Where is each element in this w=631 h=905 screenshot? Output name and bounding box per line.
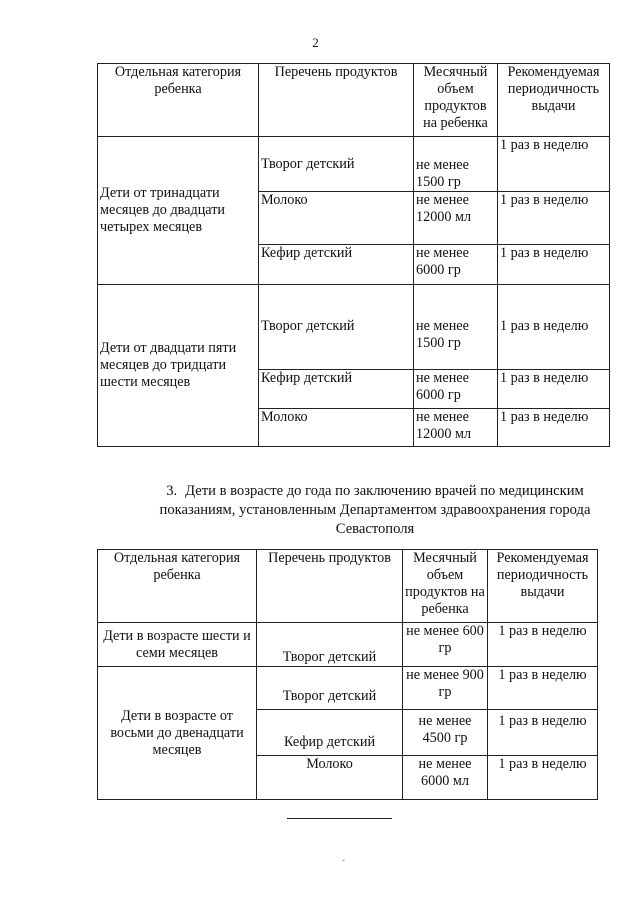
header-frequency: Рекомендуемая периодичность выдачи: [498, 64, 610, 137]
frequency-cell: 1 раз в неделю: [488, 710, 598, 756]
page-number: 2: [312, 35, 319, 50]
table-row: [98, 667, 598, 710]
category-cell: Дети от двадцати пяти месяцев до тридцати шести месяцев: [98, 285, 259, 447]
table-1: [97, 63, 610, 447]
header-amount: Месячный объем продуктов на ребенка: [414, 64, 498, 137]
frequency-cell: 1 раз в неделю: [488, 756, 598, 800]
product-cell: Творог детский: [257, 667, 403, 710]
header-category: Отдельная категория ребенка: [98, 550, 257, 623]
table-2: [97, 549, 598, 800]
table-row: [98, 285, 610, 370]
frequency-cell: 1 раз в неделю: [498, 192, 610, 245]
frequency-cell: 1 раз в неделю: [488, 667, 598, 710]
amount-cell: не менее 4500 гр: [403, 710, 488, 756]
frequency-cell: 1 раз в неделю: [498, 137, 610, 192]
category-cell: Дети от тринадцати месяцев до двадцати четырех месяцев: [98, 137, 259, 285]
category-cell: Дети в возрасте от восьми до двенадцати месяцев: [98, 667, 257, 800]
frequency-cell: 1 раз в неделю: [498, 285, 610, 370]
header-products: Перечень продуктов: [259, 64, 414, 137]
product-cell: Кефир детский: [257, 710, 403, 756]
amount-cell: не менее 6000 гр: [414, 370, 498, 409]
amount-cell: не менее 12000 мл: [414, 192, 498, 245]
amount-cell: не менее 1500 гр: [414, 137, 498, 192]
table-header-row: [98, 550, 598, 623]
product-cell: Кефир детский: [259, 245, 414, 285]
category-cell: Дети в возрасте шести и семи месяцев: [98, 623, 257, 667]
section-title: Дети в возрасте до года по заключению врачей по медицинским показаниям, установленным Департаментом здравоохранения города Севастополя: [159, 483, 591, 537]
closing-rule: [287, 818, 392, 819]
product-cell: Молоко: [257, 756, 403, 800]
product-cell: Кефир детский: [259, 370, 414, 409]
table-header-row: [98, 64, 610, 137]
frequency-cell: 1 раз в неделю: [498, 370, 610, 409]
frequency-cell: 1 раз в неделю: [488, 623, 598, 667]
amount-cell: не менее 6000 гр: [414, 245, 498, 285]
product-cell: Творог детский: [257, 623, 403, 667]
table-row: [98, 137, 610, 192]
scan-mark: ˘: [342, 858, 345, 868]
frequency-cell: 1 раз в неделю: [498, 245, 610, 285]
section-3-heading: [140, 482, 610, 539]
product-cell: Молоко: [259, 192, 414, 245]
header-category: Отдельная категория ребенка: [98, 64, 259, 137]
product-cell: Молоко: [259, 409, 414, 447]
frequency-cell: 1 раз в неделю: [498, 409, 610, 447]
section-number: 3.: [166, 483, 178, 499]
product-cell: Творог детский: [259, 137, 414, 192]
header-amount: Месячный объем продуктов на ребенка: [403, 550, 488, 623]
header-products: Перечень продуктов: [257, 550, 403, 623]
header-frequency: Рекомендуемая периодичность выдачи: [488, 550, 598, 623]
amount-cell: не менее 600 гр: [403, 623, 488, 667]
amount-cell: не менее 12000 мл: [414, 409, 498, 447]
product-cell: Творог детский: [259, 285, 414, 370]
amount-cell: не менее 900 гр: [403, 667, 488, 710]
table-row: [98, 623, 598, 667]
amount-cell: не менее 1500 гр: [414, 285, 498, 370]
amount-cell: не менее 6000 мл: [403, 756, 488, 800]
